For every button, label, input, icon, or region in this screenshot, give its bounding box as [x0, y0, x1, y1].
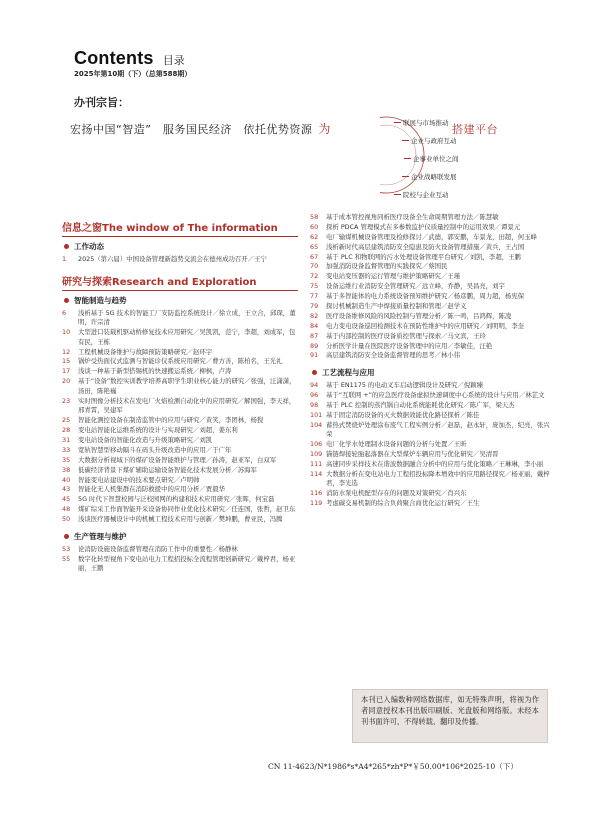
toc-page-number: 70 — [310, 262, 319, 271]
toc-entry-title: 工程机械设备维护与故障预防策略研究／赵环宇 — [78, 347, 213, 356]
toc-entry-title: 医疗设备维修风险的风险控制与管理分析／陈一鸣，吕鸿辉，陈凌 — [326, 311, 512, 320]
toc-entry — [62, 416, 298, 426]
toc-entry-title: 智能化无人机集群在消防救援中的应用分析／贾毅华 — [78, 485, 225, 494]
toc-page-number: 53 — [62, 544, 71, 553]
motto-text: 宏扬中国“智造” 服务国民经济 依托优势资源 — [70, 123, 313, 136]
toc-entry — [310, 223, 550, 233]
toc-page-number: 67 — [310, 252, 319, 261]
bullet-dot-icon — [64, 534, 69, 539]
issue-number: 2025年第10期（下）（总第588期） — [74, 70, 192, 78]
toc-list — [310, 213, 550, 361]
ring-item: 院校与企业互动 — [403, 191, 449, 199]
toc-entry — [310, 253, 550, 263]
ring-item: 企业战略联发展 — [411, 173, 457, 181]
toc-page-number: 111 — [310, 459, 323, 468]
toc-entry-title: 浅析新时代高层建筑消防安全隐患及防火设备管理措施／黄兵，王占国 — [326, 242, 525, 251]
toc-entry-title: 智能化测控设备在制造监管中的应用与研究／黄笑，李团林，杨猊 — [78, 416, 264, 425]
toc-entry — [62, 328, 298, 347]
toc-entry — [310, 332, 550, 342]
toc-entry — [62, 515, 298, 525]
toc-entry-title: 电厂输煤机械设备管理及检修探讨／武德，郭安鹏，车景龙，田超，何玉峰 — [326, 232, 537, 241]
toc-list — [62, 545, 298, 574]
toc-entry-title: 宽轨智慧型移动隔斗在码头升级改造中的应用／于广年 — [78, 445, 232, 454]
toc-entry-title: 浅谈一种基于新型搭锡机的快速搬运系统／柳枫，卢涛 — [78, 367, 232, 376]
toc-page-number: 15 — [62, 357, 71, 366]
toc-entry — [310, 460, 550, 470]
toc-page-number: 114 — [310, 469, 323, 478]
toc-entry — [62, 309, 298, 328]
toc-entry-title: 大数据分析在变电站电力工程招投标降本增效中的应用路径探究／杨亚丽，戴梓君，李光选 — [326, 469, 550, 488]
toc-entry-title: 实时图像分析技术在发电厂火焰检测自动化中的应用研究／解国强，李天祥，邢青霄，吴建军 — [78, 396, 296, 415]
section-title-window: 信息之窗The window of The information — [62, 219, 298, 237]
toc-entry-title: 基于“设备”数控实训教学培养高职学生职业核心能力的研究／张强，汪潇潇，汤田，陈艳巍 — [78, 377, 296, 395]
rings-list — [380, 110, 540, 200]
toc-page-number: 35 — [62, 455, 71, 464]
purpose-title: 办刊宗旨： — [74, 96, 129, 109]
toc-entry — [310, 411, 550, 421]
toc-page-number: 109 — [310, 450, 323, 458]
toc-entry-title: 探析 PDCA 管理模式在多参数监护仪质量控制中的运用效果／谭景元 — [326, 222, 521, 231]
ring-item: 企业与政府互动 — [411, 137, 457, 145]
toc-entry — [310, 440, 550, 450]
toc-entry-title: 变电站智能化运维系统的设计与实现研究／刘超，姜东利 — [78, 426, 238, 435]
toc-entry — [62, 545, 298, 555]
toc-page-number: 55 — [62, 554, 71, 563]
toc-page-number: 82 — [310, 311, 319, 320]
toc-entry-title: 基于多智能体的电力系统设备预知维护研究／杨彦鹏，周力超，杨宪保 — [326, 292, 525, 301]
contents-header — [74, 48, 191, 79]
toc-list — [62, 309, 298, 525]
toc-page-number: 60 — [310, 222, 319, 231]
toc-page-number: 96 — [310, 390, 319, 399]
toc-entry — [62, 485, 298, 495]
toc-entry-title: 基于内部控制的医疗设备质控管理与探索／马文宾，王玲 — [326, 331, 486, 340]
toc-entry-title: 数字化转型视角下变电站电力工程招投标全流程管理创新研究／戴梓君，杨亚丽，王鹏 — [78, 554, 296, 573]
toc-entry — [310, 243, 550, 253]
toc-page-number: 12 — [62, 347, 71, 356]
toc-entry — [62, 436, 298, 446]
toc-entry — [62, 377, 298, 396]
toc-page-number: 48 — [62, 505, 71, 514]
toc-entry-title: 锚链焊接轮胎起落器在大型煤炉车辆应用与优化研究／吴清晋 — [326, 450, 499, 458]
toc-entry — [62, 426, 298, 436]
purpose-motto — [70, 120, 331, 137]
left-column — [62, 213, 298, 574]
toc-entry — [310, 282, 550, 292]
toc-entry — [310, 421, 550, 440]
toc-entry-title: 探讨机械制造生产中焊接质量控制和管理／赵学义 — [326, 302, 467, 311]
toc-page-number: 40 — [62, 475, 71, 484]
toc-entry — [310, 401, 550, 411]
toc-entry-title: 考虑碳交易机制的综合负荷聚合商优化运行研究／王生 — [326, 499, 480, 508]
toc-entry — [310, 450, 550, 460]
toc-entry — [62, 505, 298, 515]
toc-page-number: 58 — [310, 213, 319, 221]
subsection-title — [310, 367, 550, 378]
toc-entry-title: 基于固定消防设备的灭火数据效能优化路径探析／陈佳 — [326, 410, 480, 419]
toc-page-number: 104 — [310, 420, 323, 429]
toc-page-number: 72 — [310, 272, 319, 281]
toc-entry — [310, 489, 550, 499]
toc-entry — [62, 495, 298, 505]
toc-page-number: 10 — [62, 328, 71, 337]
toc-page-number: 50 — [62, 515, 71, 524]
toc-entry-title: 加强消防设备监督管理的实践探究／蔡国民 — [326, 262, 448, 271]
footer-code: CN 11-4623/N*1986*s*A4*265*zh*P*￥50.00*106*2025-10（下） — [268, 762, 518, 771]
toc-entry-title: 低碳经济背景下煤矿辅助运输设备智能化技术发展分析／苏海军 — [78, 465, 257, 474]
toc-page-number: 91 — [310, 351, 319, 360]
toc-entry-title: 基于“互联网 +”的应急医疗设备虚拟快速调度中心系统的设计与应用／林芷文 — [326, 390, 545, 399]
toc-page-number: 65 — [310, 242, 319, 251]
toc-entry-title: 煤矿综采工作面智能开采设备协同作业优化技术研究／任连国，张哲，赵卫东 — [78, 505, 296, 514]
toc-entry-title: 基于 PLC 和物联网的污水处理设备管理平台研究／刘凯，李超，王鹏 — [326, 252, 521, 261]
toc-entry — [62, 397, 298, 416]
toc-page-number: 23 — [62, 396, 71, 405]
toc-entry-title: 电力变电设备巡回检测技术在预防性维护中的应用研究／刘明明，李奎 — [326, 321, 525, 330]
toc-page-number: 43 — [62, 485, 71, 494]
toc-page-number: 6 — [62, 308, 67, 317]
subsection-title — [62, 295, 298, 306]
toc-entry-title: 论消防设施设备监督管理在消防工作中的重要性／杨静林 — [78, 544, 238, 553]
motto-wei: 为 — [318, 122, 331, 136]
toc-list — [62, 255, 298, 265]
toc-entry — [62, 367, 298, 377]
toc-entry — [62, 348, 298, 358]
toc-entry — [62, 476, 298, 486]
toc-entry-title: 变电站变压器的运行管理与维护策略研究／王瑾 — [326, 272, 461, 281]
toc-entry — [310, 262, 550, 272]
toc-page-number: 89 — [310, 341, 319, 350]
toc-page-number: 28 — [62, 426, 71, 435]
toc-list — [310, 381, 550, 509]
toc-entry-title: 设备运维行业消防安全管理研究／远立峰，乔静，吴昌亮，刘宇 — [326, 282, 505, 291]
toc-entry-title: 浅析基于 5G 技术的智能工厂安防监控系统设计／徐立成，王立合，邱琛，董明，许宗清 — [78, 308, 296, 327]
toc-page-number: 77 — [310, 292, 319, 301]
toc-entry — [310, 351, 550, 361]
toc-page-number: 31 — [62, 435, 71, 444]
toc-page-number: 106 — [310, 440, 323, 449]
toc-page-number: 17 — [62, 367, 71, 376]
subsection-label: 工艺流程与应用 — [322, 368, 375, 378]
toc-page-number: 98 — [310, 400, 319, 409]
toc-entry-title: 2025（第六届）中国设备管理新趋势交流会在德州成功召开／王宁 — [78, 255, 267, 263]
subsection-title — [62, 241, 298, 252]
bullet-dot-icon — [64, 244, 69, 249]
subsection-label: 生产管理与维护 — [74, 531, 127, 541]
toc-entry-title: 电厂化学水处理制水设备问题的分析与处置／王昕 — [326, 440, 467, 449]
ring-item: 联展与市场推动 — [403, 119, 449, 127]
toc-entry — [310, 302, 550, 312]
toc-entry-title: 高速同步采样技术在谐波数据融合分析中的应用与优化策略／王琳琳，李小丽 — [326, 459, 544, 468]
subsection-label: 工作动态 — [74, 242, 104, 251]
subsection-title — [62, 531, 298, 542]
toc-entry-title: 智能变电站建设中的技术要点研究／卢明帅 — [78, 475, 200, 484]
toc-page-number: 94 — [310, 381, 319, 390]
toc-entry-title: 基于 EN1175 的电动叉车启动逻辑设计及研究／倪颖臻 — [326, 381, 483, 390]
toc-entry — [62, 456, 298, 466]
toc-entry-title: 基于成本管控视角同析医疗设备全生命周期管理方法／陈慧敏 — [326, 213, 499, 221]
toc-entry — [62, 357, 298, 367]
toc-page-number: 79 — [310, 302, 319, 311]
toc-page-number: 38 — [62, 465, 71, 474]
toc-entry-title: 锅炉受热面仪式监测与智能诊仪系统应用研究／曹方善，陈柏名，王光礼 — [78, 357, 283, 366]
toc-page-number: 101 — [310, 410, 323, 419]
toc-page-number: 87 — [310, 331, 319, 340]
contents-title-cn: 目录 — [162, 54, 185, 67]
toc-entry-title: 蓄热式焚烧炉处理涂布废气工程实例分析／赵磊，赵永轩，庞加杰，纪亮，张兴荣 — [326, 420, 550, 439]
toc-entry — [62, 255, 298, 265]
toc-entry-title: 基于 PLC 控制的蒸汽锅自动化系统能耗优化研究／陈广军，梁天杰 — [326, 400, 515, 409]
toc-entry — [62, 466, 298, 476]
toc-page-number: 62 — [310, 232, 319, 241]
toc-entry — [310, 470, 550, 489]
toc-entry-title: 分析医学计量在医院医疗设备管理中的应用／李敏佳，汪艳 — [326, 341, 493, 350]
motto-target: 搭建平台 — [452, 123, 498, 136]
toc-entry — [310, 381, 550, 391]
copyright-notice: 本刊已入编数种网络数据库，如无特殊声明，将视为作者同意授权本刊出版印刷版、光盘版和网络版。未经本刊书面许可，不得转载、翻印及传播。 — [352, 689, 548, 743]
toc-page-number: 33 — [62, 445, 71, 454]
contents-title-en: Contents — [74, 48, 154, 68]
toc-entry — [310, 499, 550, 509]
toc-entry — [310, 391, 550, 401]
bullet-dot-icon — [64, 298, 69, 303]
subsection-label: 智能制造与趋势 — [74, 295, 127, 305]
toc-page-number: 75 — [310, 282, 319, 291]
toc-entry — [62, 555, 298, 574]
toc-entry — [310, 312, 550, 322]
toc-page-number: 1 — [62, 255, 67, 263]
toc-entry — [310, 292, 550, 302]
toc-entry — [310, 342, 550, 352]
toc-entry-title: 浅谈医疗器械设计中的机械工程技术应用与创新／樊坤鹏，曹亚民，冯腾 — [78, 515, 283, 524]
toc-entry — [62, 446, 298, 456]
toc-entry-title: 消防水泵电机配型存在的问题及对策研究／肖兴东 — [326, 489, 467, 498]
toc-entry — [310, 272, 550, 282]
toc-entry — [310, 322, 550, 332]
bullet-dot-icon — [312, 370, 317, 375]
section-title-research: 研究与探索Research and Exploration — [62, 273, 298, 291]
toc-entry — [310, 233, 550, 243]
toc-entry-title: 高层建筑消防安全设备监督管理的思考／林小伟 — [326, 351, 461, 360]
toc-entry-title: 大型进口装载机驱动桥修复技术应用研究／吴凯凯，范宁，李超，刘成军，包有民，王栋 — [78, 328, 296, 346]
toc-entry — [310, 213, 550, 223]
toc-page-number: 119 — [310, 499, 323, 508]
toc-entry-title: 变电站设备的智能化改造与升级策略研究／刘凯 — [78, 435, 213, 444]
toc-entry-title: 大数据分析视域下的煤矿设备智能维护与管理／孙涛，赵亚军，白双军 — [78, 455, 277, 464]
toc-page-number: 116 — [310, 489, 323, 498]
toc-page-number: 45 — [62, 495, 71, 504]
toc-page-number: 25 — [62, 416, 71, 425]
toc-page-number: 84 — [310, 321, 319, 330]
ring-item: 企事业单位之间 — [413, 155, 459, 163]
right-column — [310, 213, 550, 509]
toc-page-number: 20 — [62, 377, 71, 386]
toc-entry-title: 5G 时代下智慧校园与泛校园网的构建和技术应用研究／张晖，何宝磊 — [78, 495, 275, 504]
